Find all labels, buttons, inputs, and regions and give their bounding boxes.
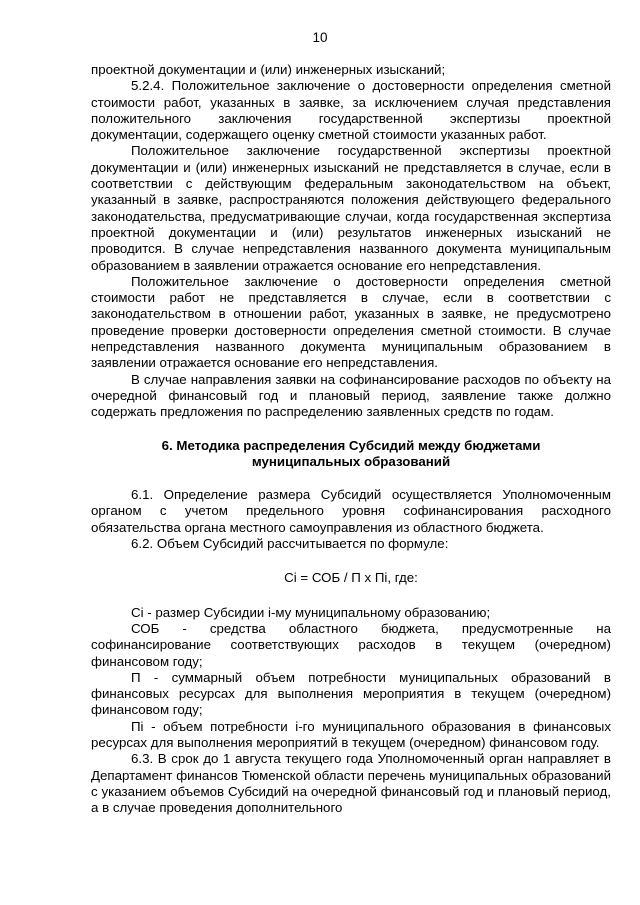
paragraph-6-3: 6.3. В срок до 1 августа текущего года Уполномоченный орган направляет в Департамент финансов Тюменской области перечень муниципальных образований с указанием объемов Субсидий на очередной финансовый год и плановый период, а в случае проведения дополнительного <box>91 751 611 816</box>
paragraph-state-expertise: Положительное заключение государственной экспертизы проектной документации и (или) инженерных изысканий не представляется в случае, если в соответствии с действующим федеральным законодательством на объект, указанный в заявке, распространяются положения действующего федерального законодательства, предусматривающие случаи, когда государственная экспертиза проектной документации и (или) результатов инженерных изысканий не проводится. В случае непредставления названного документа муниципальным образованием в заявлении отражается основание его непредставления. <box>91 143 611 273</box>
paragraph-continuation: проектной документации и (или) инженерных изысканий; <box>91 62 446 77</box>
paragraph-5-2-4: 5.2.4. Положительное заключение о достоверности определения сметной стоимости работ, указанных в заявке, за исключением случая представления положительного заключения государственной экспертизы проектной документации, содержащего оценку сметной стоимости указанных работ. <box>91 78 611 143</box>
definition-pi: Пi - объем потребности i-го муниципального образования в финансовых ресурсах для выполнения мероприятий в текущем (очередном) финансовом году. <box>91 718 611 750</box>
paragraph-cost-reliability: Положительное заключение о достоверности определения сметной стоимости работ не представляется в случае, если в соответствии с законодательством в отношении работ, указанных в заявке, не предусмотрено проведение проверки достоверности определения сметной стоимости. В случае непредставления названного документа муниципальным образованием в заявлении отражается основание его непредставления. <box>91 273 611 371</box>
paragraph-6-1: 6.1. Определение размера Субсидий осуществляется Уполномоченным органом с учетом предельного уровня софинансирования расходного обязательства органа местного самоуправления из областного бюджета. <box>91 487 611 535</box>
section-heading: 6. Методика распределения Субсидий между бюджетами муниципальных образований <box>161 437 541 469</box>
paragraph-planning-period: В случае направления заявки на софинансирование расходов по объекту на очередной финансовый год и плановый период, заявление также должно содержать предложения по распределению заявленных средств по годам. <box>91 371 611 420</box>
definition-sob: СОБ - средства областного бюджета, предусмотренные на софинансирование соответствующих расходов в текущем (очередном) финансовом году; <box>91 620 611 669</box>
document-body <box>91 62 611 816</box>
definition-ci: Ci - размер Субсидии i-му муниципальному образованию; <box>131 604 491 620</box>
formula: Ci = СОБ / П x Пi, где: <box>284 570 418 586</box>
page-number: 10 <box>312 30 328 45</box>
definition-p: П - суммарный объем потребности муниципальных образований в финансовых ресурсах для выполнения мероприятия в текущем (очередном) финансовом году; <box>91 669 611 718</box>
paragraph-6-2: 6.2. Объем Субсидий рассчитывается по формуле: <box>131 536 449 552</box>
